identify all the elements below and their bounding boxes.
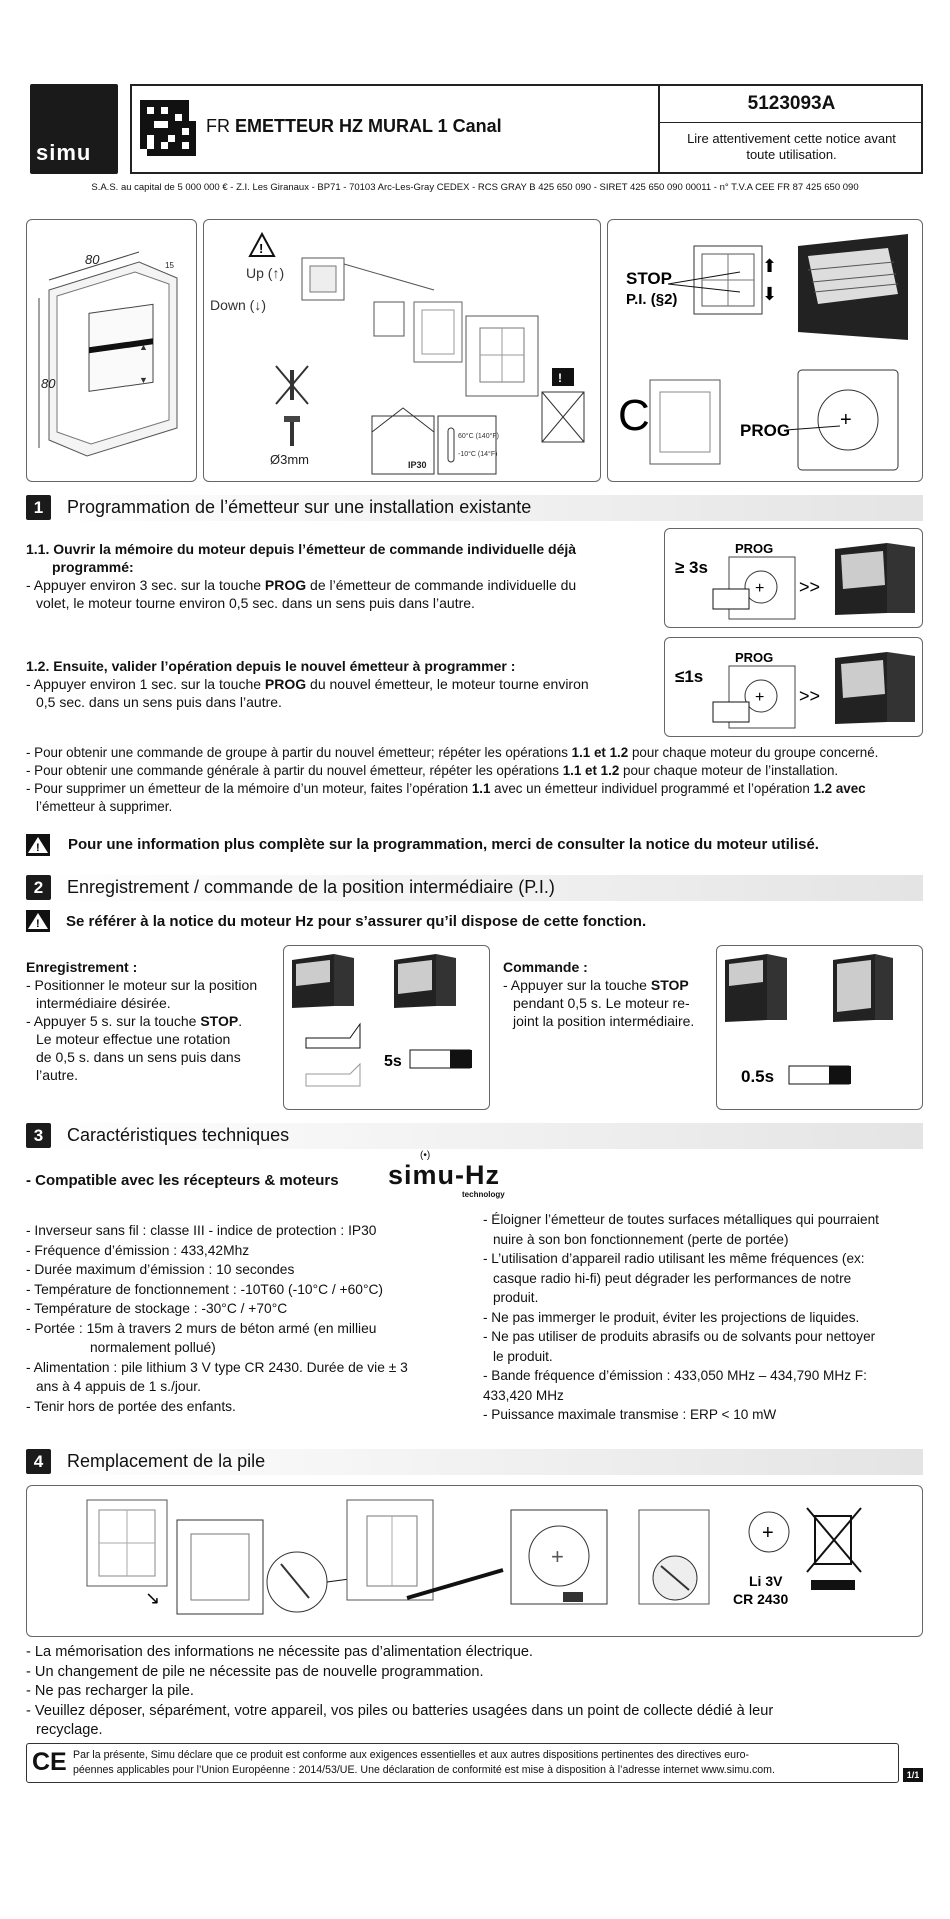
conformity-text bbox=[73, 1748, 895, 1778]
step-1-2 bbox=[26, 657, 656, 711]
prog-1s-drawing bbox=[665, 638, 922, 736]
text-run-bold: et bbox=[590, 745, 610, 760]
registration-text bbox=[26, 958, 286, 1084]
command-title: Commande : bbox=[503, 959, 588, 975]
header-box bbox=[130, 84, 923, 174]
hand-icon bbox=[713, 589, 749, 609]
registration-line bbox=[26, 1012, 286, 1030]
screw-icon bbox=[284, 416, 300, 446]
spec-line: - Durée maximum d’émission : 10 secondes bbox=[26, 1262, 295, 1277]
figure-command bbox=[716, 945, 923, 1110]
notice-text bbox=[660, 123, 923, 163]
step-1-1-line-1 bbox=[26, 576, 656, 594]
figure-registration bbox=[283, 945, 490, 1110]
figure-buttons bbox=[607, 219, 923, 482]
figure-battery-replacement bbox=[26, 1485, 923, 1637]
command-line: pendant 0,5 s. Le moteur re- bbox=[513, 995, 690, 1011]
text-run: de l’émetteur de commande individuelle du bbox=[306, 577, 577, 593]
text-run-bold: avec bbox=[832, 781, 866, 796]
time-label: ≥ 3s bbox=[675, 558, 708, 577]
warning-text: Se référer à la notice du moteur Hz pour s’assurer qu’il dispose de cette fonction. bbox=[66, 913, 647, 930]
registration-line: Le moteur effectue une rotation bbox=[36, 1031, 231, 1047]
prog-label: PROG bbox=[735, 650, 774, 665]
section-title: Enregistrement / commande de la position intermédiaire (P.I.) bbox=[67, 877, 555, 897]
spec-line: - Ne pas utiliser de produits abrasifs ou de solvants pour nettoyer bbox=[483, 1329, 876, 1344]
text-run: pour chaque moteur de l’installation. bbox=[619, 763, 839, 778]
svg-text:!: ! bbox=[36, 918, 40, 930]
prog-label: PROG bbox=[740, 421, 791, 440]
prog-3s-drawing bbox=[665, 529, 922, 627]
lang-prefix: FR bbox=[206, 116, 235, 136]
registration-drawing bbox=[284, 946, 489, 1109]
step-1-2-line-1 bbox=[26, 675, 656, 693]
registration-title: Enregistrement : bbox=[26, 959, 138, 975]
battery-note: recyclage. bbox=[36, 1722, 103, 1738]
note-general bbox=[26, 762, 926, 780]
header-title-area bbox=[132, 86, 658, 172]
text-run: du nouvel émetteur, le moteur tourne environ bbox=[306, 676, 589, 692]
notice-line-1: Lire attentivement cette notice avant bbox=[687, 131, 896, 146]
spec-line: ans à 4 appuis de 1 s./jour. bbox=[36, 1379, 201, 1394]
step-1-1 bbox=[26, 540, 656, 612]
step-1-2-line-2: 0,5 sec. dans un sens puis dans l’autre. bbox=[36, 694, 282, 710]
spec-line: - Fréquence d’émission : 433,42Mhz bbox=[26, 1242, 250, 1258]
registration-line: intermédiaire désirée. bbox=[36, 995, 171, 1011]
notice-line-2: toute utilisation. bbox=[746, 147, 837, 162]
specs-left bbox=[26, 1221, 466, 1416]
section-1-header bbox=[26, 495, 923, 521]
section-2-warning bbox=[26, 910, 926, 936]
spec-line: - Ne pas immerger le produit, éviter les projections de liquides. bbox=[483, 1309, 860, 1325]
weee-bin-icon bbox=[807, 1508, 861, 1590]
ce-mark: CE bbox=[32, 1748, 67, 1776]
temp-high-label: 60°C (140°F) bbox=[458, 433, 500, 440]
battery-ref: CR 2430 bbox=[733, 1591, 789, 1607]
legal-line: S.A.S. au capital de 5 000 000 € - Z.I. Les Giranaux - BP71 - 70103 Arc-Les-Gray CEDEX - RCS GRAY B 425 650 090 - SIRET 425 650 090 00011 - n° T.V.A CEE FR 87 425 650 090 bbox=[91, 182, 859, 193]
text-run-bold: 1.1 bbox=[562, 763, 582, 778]
svg-text:+: + bbox=[840, 409, 852, 431]
text-run: - Pour obtenir une commande générale à partir du nouvel émetteur, répéter les opérations bbox=[26, 763, 563, 778]
spec-line: nuire à son bon fonctionnement (perte de portée) bbox=[493, 1231, 789, 1247]
text-run-bold: 1.2 bbox=[609, 745, 629, 760]
svg-text:!: ! bbox=[558, 371, 562, 385]
spec-line: produit. bbox=[493, 1290, 539, 1305]
command-drawing bbox=[717, 946, 922, 1109]
text-run-bold: 1.1 bbox=[571, 745, 591, 760]
text-run: . bbox=[238, 1013, 243, 1029]
stop-label: STOP bbox=[626, 269, 672, 288]
battery-note: - Veuillez déposer, séparément, votre appareil, vos piles ou batteries usagées dans un point de collecte dédié à leur bbox=[26, 1702, 774, 1719]
step-1-1-title-cont: programmé: bbox=[52, 559, 134, 575]
section-4-header bbox=[26, 1449, 923, 1475]
figure-dimensions bbox=[26, 219, 197, 482]
step-1-2-title: 1.2. Ensuite, valider l’opération depuis le nouvel émetteur à programmer : bbox=[26, 658, 516, 674]
conformity-line: péennes applicables pour l’Union Européenne : 2014/53/UE. Une déclaration de conformité est mise à disposition à l’adresse internet www.simu.com. bbox=[73, 1764, 775, 1776]
note-group bbox=[26, 744, 926, 762]
section-number: 4 bbox=[26, 1449, 51, 1474]
section-1-notes bbox=[26, 744, 926, 816]
figure-installation bbox=[203, 219, 601, 482]
section-2-header bbox=[26, 875, 923, 901]
step-1-1-title: 1.1. Ouvrir la mémoire du moteur depuis l’émetteur de commande individuelle déjà bbox=[26, 541, 577, 557]
thermometer-icon bbox=[448, 428, 454, 462]
spec-line: le produit. bbox=[493, 1348, 553, 1364]
spec-line: - Température de stockage : -30°C / +70°C bbox=[26, 1301, 288, 1316]
temp-low-label: -10°C (14°F) bbox=[458, 451, 498, 458]
svg-text:!: ! bbox=[36, 842, 40, 854]
pi-label: P.I. (§2) bbox=[626, 291, 678, 308]
text-run: - Pour obtenir une commande de groupe à partir du nouvel émetteur; répéter les opérations bbox=[26, 745, 572, 760]
dim-width-label: 80 bbox=[85, 252, 100, 267]
registration-line: de 0,5 s. dans un sens puis dans bbox=[36, 1049, 241, 1065]
screw-size-label: Ø3mm bbox=[270, 452, 309, 467]
spec-line: - Puissance maximale transmise : ERP < 10 mW bbox=[483, 1407, 777, 1422]
product-title bbox=[206, 116, 502, 137]
specs-right bbox=[483, 1210, 928, 1425]
screw-crossed-icon bbox=[276, 366, 308, 404]
warning-icon bbox=[26, 834, 50, 856]
warning-icon bbox=[26, 910, 50, 932]
text-run-bold: STOP bbox=[200, 1013, 239, 1029]
spec-line: - Bande fréquence d’émission : 433,050 MHz – 434,790 MHz F: bbox=[483, 1368, 867, 1383]
brand-text: simu bbox=[36, 140, 92, 165]
section-title: Remplacement de la pile bbox=[67, 1451, 266, 1471]
compatibility-line: - Compatible avec les récepteurs & moteurs bbox=[26, 1172, 339, 1189]
registration-line: l’autre. bbox=[36, 1067, 79, 1083]
conformity-box bbox=[26, 1743, 899, 1783]
hz-logo-text: simu-Hz bbox=[388, 1160, 501, 1190]
section-number: 3 bbox=[26, 1123, 51, 1148]
svg-text:!: ! bbox=[259, 241, 264, 256]
text-run: - Appuyer environ 3 sec. sur la touche bbox=[26, 577, 265, 593]
spec-line: - Inverseur sans fil : classe III - indice de protection : IP30 bbox=[26, 1223, 377, 1238]
battery-note: - Un changement de pile ne nécessite pas de nouvelle programmation. bbox=[26, 1663, 484, 1680]
spec-line: - Alimentation : pile lithium 3 V type CR 2430. Durée de vie ± 3 bbox=[26, 1359, 408, 1375]
up-arrow-icon: ⬆ bbox=[762, 256, 778, 276]
dim-depth-label: 15 bbox=[165, 261, 174, 270]
hz-logo-sub: technology bbox=[462, 1190, 505, 1199]
pixel-pattern-icon bbox=[140, 100, 196, 156]
figure-prog-1s bbox=[664, 637, 923, 737]
text-run: pour chaque moteur du groupe concerné. bbox=[628, 745, 879, 760]
text-run-bold: 1.1 bbox=[471, 781, 491, 796]
text-run: - Appuyer environ 1 sec. sur la touche bbox=[26, 676, 265, 692]
warning-text: Pour une information plus complète sur la programmation, merci de consulter la notice du moteur utilisé. bbox=[68, 836, 819, 853]
battery-notes bbox=[26, 1643, 926, 1741]
text-run: - Appuyer 5 s. sur la touche bbox=[26, 1013, 201, 1029]
text-run: avec un émetteur individuel programmé et l’opération bbox=[490, 781, 814, 796]
spec-line: 433,420 MHz bbox=[483, 1387, 564, 1403]
time-label: 0.5s bbox=[741, 1067, 775, 1086]
arrow-icon: ↘ bbox=[145, 1588, 161, 1608]
text-run-bold: et bbox=[581, 763, 601, 778]
prog-label: PROG bbox=[735, 541, 774, 556]
spec-line: casque radio hi-fi) peut dégrader les performances de notre bbox=[493, 1270, 852, 1286]
spec-line: - Éloigner l’émetteur de toutes surfaces métalliques qui pourraient bbox=[483, 1212, 879, 1227]
svg-text:▼: ▼ bbox=[139, 375, 148, 385]
registration-line: - Positionner le moteur sur la position bbox=[26, 977, 258, 993]
section-number: 2 bbox=[26, 875, 51, 900]
spec-line: - Portée : 15m à travers 2 murs de béton armé (en millieu bbox=[26, 1320, 377, 1336]
text-run: - Appuyer sur la touche bbox=[503, 977, 651, 993]
battery-note: - Ne pas recharger la pile. bbox=[26, 1683, 194, 1699]
shutter-illustration bbox=[798, 234, 908, 340]
battery-drawing bbox=[27, 1486, 922, 1636]
svg-text:+: + bbox=[551, 1544, 564, 1569]
hand-icon bbox=[306, 1064, 360, 1086]
simu-logo bbox=[30, 84, 118, 174]
radio-waves-icon: (•) bbox=[420, 1150, 431, 1161]
spec-line: - L’utilisation d’appareil radio utilisant les même fréquences (ex: bbox=[483, 1251, 865, 1266]
rotate-arrow-icon: C bbox=[618, 391, 650, 440]
arrow-label: >> bbox=[799, 577, 821, 597]
svg-text:+: + bbox=[755, 580, 765, 597]
figure-prog-3s bbox=[664, 528, 923, 628]
time-label: ≤1s bbox=[675, 667, 704, 686]
section-title: Caractéristiques techniques bbox=[67, 1125, 290, 1145]
header-right bbox=[658, 86, 923, 172]
conformity-line: Par la présente, Simu déclare que ce produit est conforme aux exigences essentielles et aux autres dispositions pertinentes des directives euro- bbox=[73, 1749, 750, 1761]
dim-height-label: 80 bbox=[41, 376, 56, 391]
product-code: 5123093A bbox=[660, 86, 923, 123]
down-label: Down (↓) bbox=[210, 297, 267, 313]
svg-text:+: + bbox=[755, 689, 765, 706]
time-label: 5s bbox=[384, 1053, 402, 1070]
section-title: Programmation de l’émetteur sur une installation existante bbox=[67, 497, 532, 517]
spec-line: normalement pollué) bbox=[90, 1340, 216, 1355]
simu-hz-logo bbox=[388, 1150, 518, 1202]
section-3-header bbox=[26, 1123, 923, 1149]
down-arrow-icon: ⬇ bbox=[762, 284, 778, 304]
hand-icon bbox=[306, 1024, 360, 1048]
product-name: EMETTEUR HZ MURAL 1 Canal bbox=[235, 116, 502, 136]
hand-icon bbox=[713, 702, 749, 722]
text-run-bold: 1.2 bbox=[813, 781, 833, 796]
spec-line: - Tenir hors de portée des enfants. bbox=[26, 1398, 236, 1414]
text-run-bold: PROG bbox=[264, 577, 307, 593]
text-run-bold: PROG bbox=[264, 676, 307, 692]
up-label: Up (↑) bbox=[246, 265, 285, 281]
ip-rating-label: IP30 bbox=[408, 460, 427, 470]
command-line: joint la position intermédiaire. bbox=[513, 1013, 695, 1029]
battery-type: Li 3V bbox=[749, 1573, 783, 1589]
page-number: 1/1 bbox=[903, 1768, 923, 1782]
command-line bbox=[503, 976, 713, 994]
svg-text:+: + bbox=[762, 1522, 774, 1544]
text-run: - Pour supprimer un émetteur de la mémoire d’un moteur, faites l’opération bbox=[26, 781, 472, 796]
section-1-warning bbox=[26, 834, 926, 860]
note-delete-cont: l’émetteur à supprimer. bbox=[36, 799, 173, 814]
buttons-drawing bbox=[608, 220, 922, 481]
step-1-1-line-2: volet, le moteur tourne environ 0,5 sec. dans un sens puis dans l’autre. bbox=[36, 595, 475, 611]
text-run-bold: 1.2 bbox=[600, 763, 620, 778]
switch-dimension-drawing bbox=[27, 220, 196, 481]
battery-note: - La mémorisation des informations ne nécessite pas d’alimentation électrique. bbox=[26, 1644, 533, 1660]
command-text bbox=[503, 958, 713, 1030]
note-delete bbox=[26, 780, 926, 798]
section-number: 1 bbox=[26, 495, 51, 520]
spec-line: - Température de fonctionnement : -10T60 (-10°C / +60°C) bbox=[26, 1281, 384, 1297]
installation-drawing bbox=[204, 220, 600, 481]
text-run-bold: STOP bbox=[650, 977, 689, 993]
svg-text:▲: ▲ bbox=[139, 342, 148, 352]
arrow-label: >> bbox=[799, 686, 821, 706]
